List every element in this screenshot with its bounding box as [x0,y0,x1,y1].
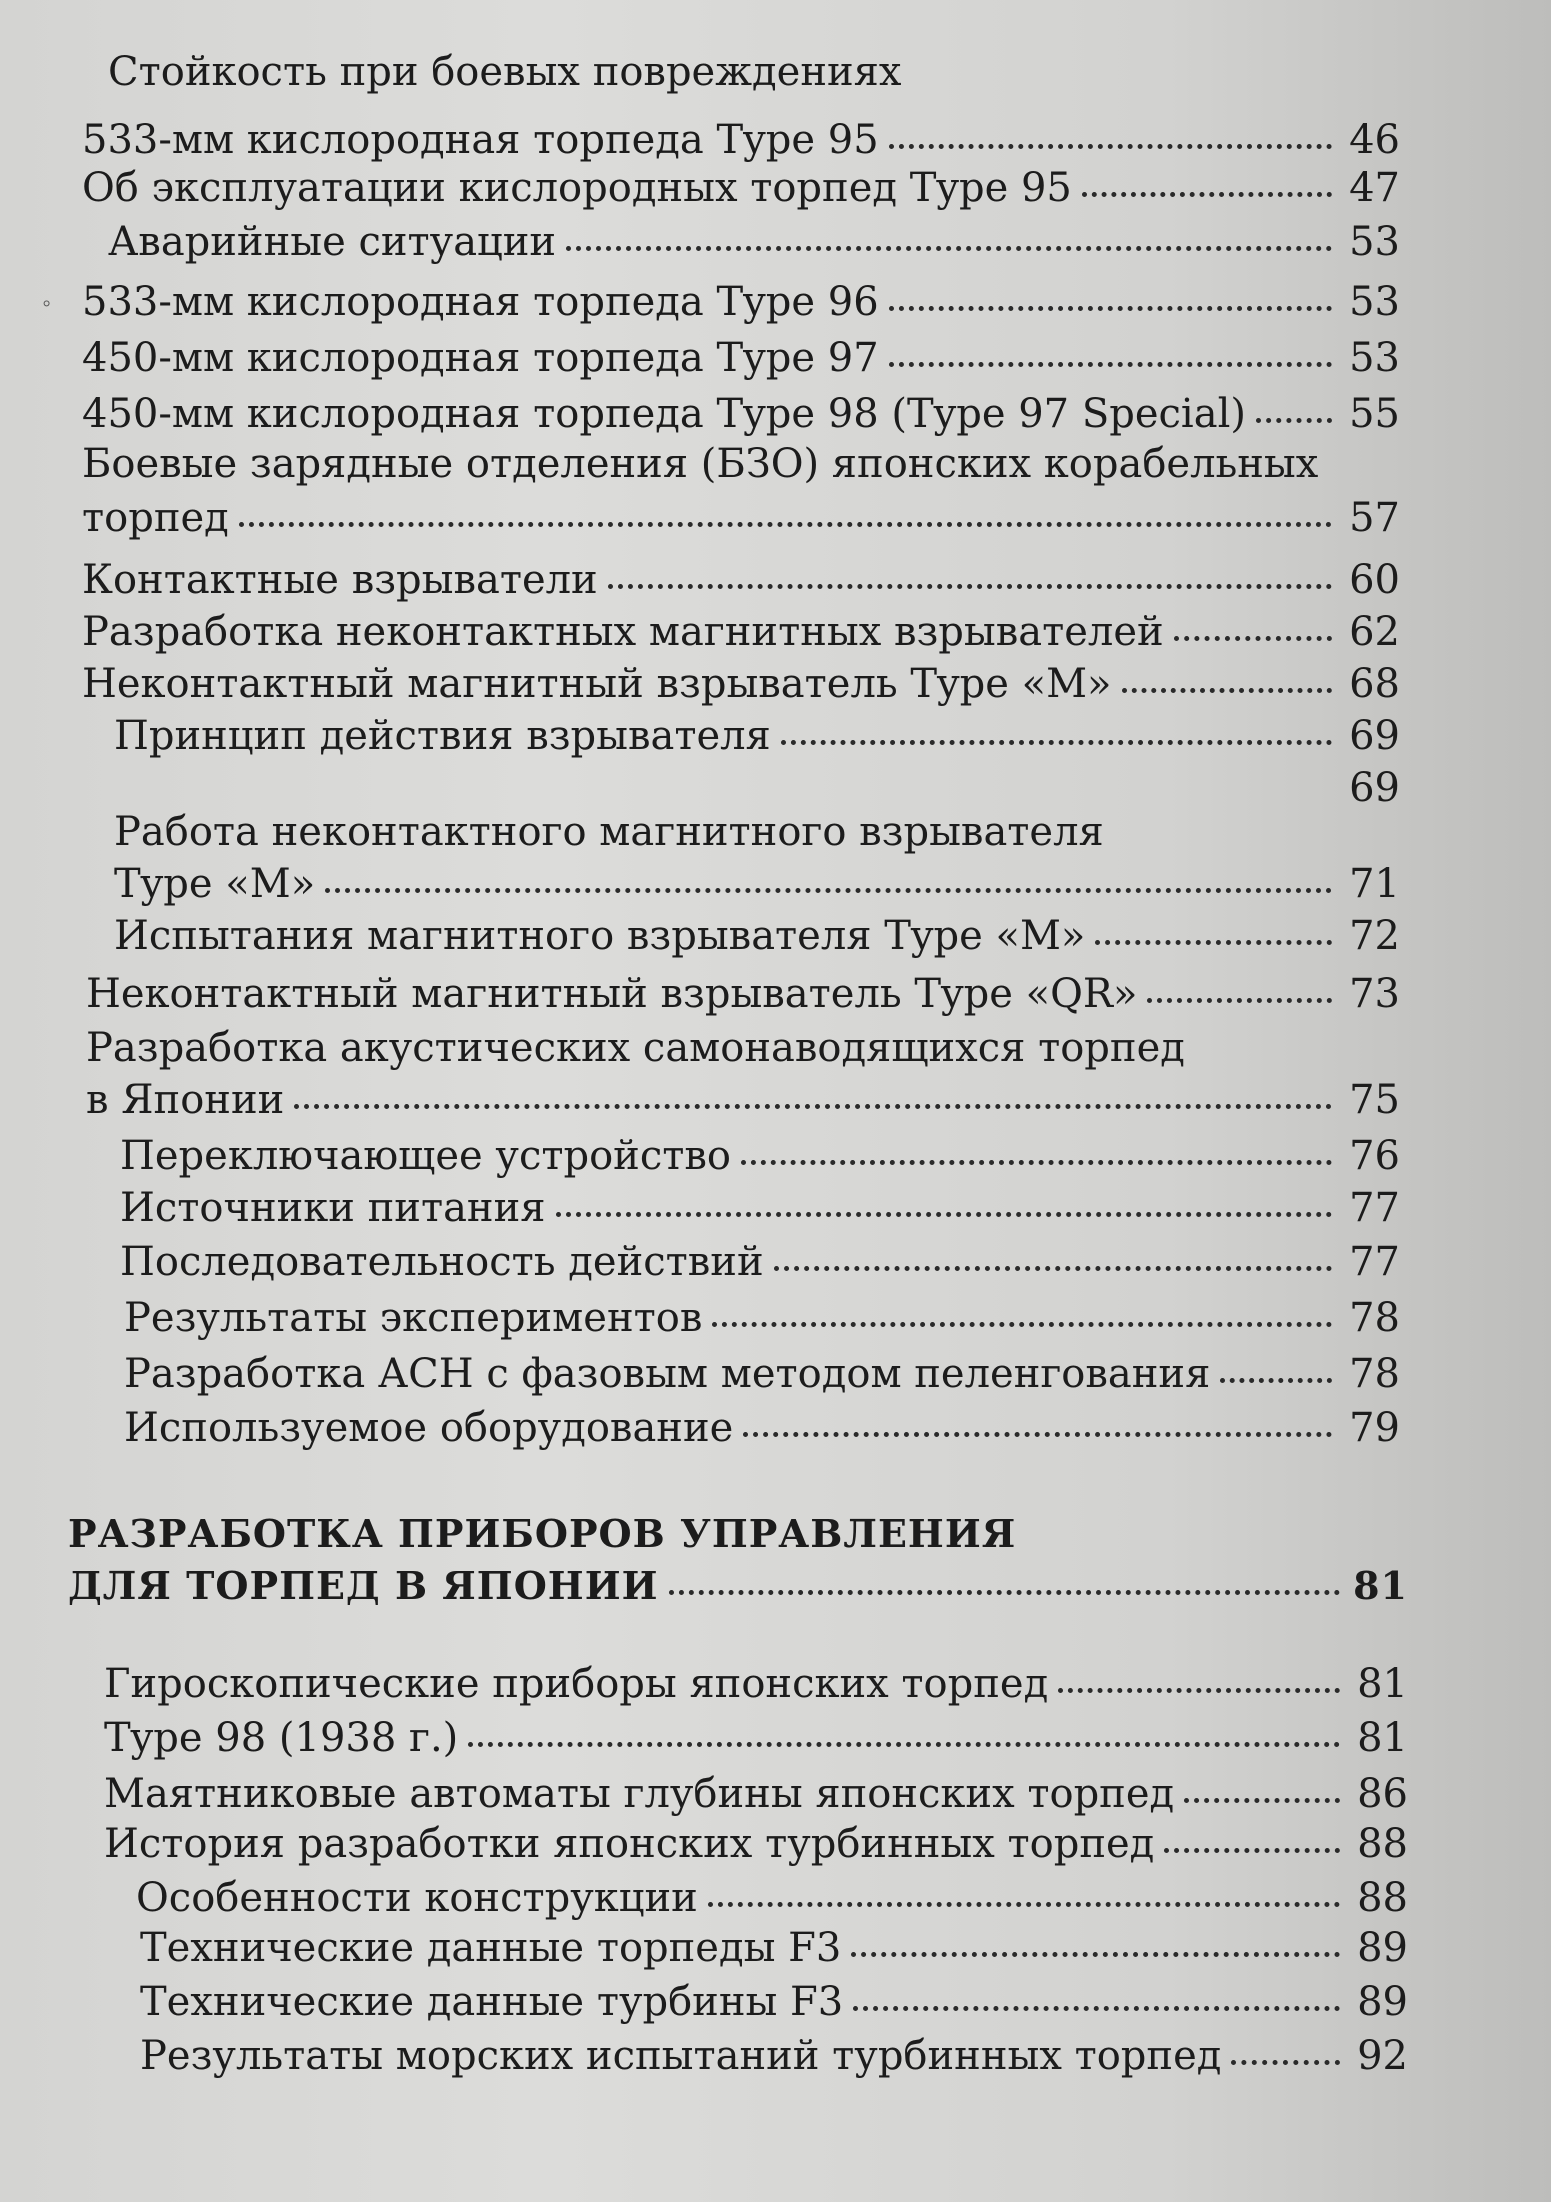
toc-page-number: 53 [1349,219,1400,265]
toc-entry-title: Результаты морских испытаний турбинных торпед [140,2033,1222,2079]
toc-entry [82,556,1400,604]
toc-entry-title: Технические данные турбины F3 [140,1979,844,2025]
toc-entry-title: Последовательность действий [120,1239,764,1285]
leader-dots [1058,1688,1340,1693]
leader-dots [1082,192,1332,197]
leader-dots [781,740,1332,745]
toc-entry [104,1820,1408,1868]
toc-page-number: 62 [1349,609,1400,655]
leader-dots [1231,2060,1340,2065]
toc-entry [82,278,1400,326]
toc-entry-title: Разработка неконтактных магнитных взрывателей [82,609,1164,655]
toc-entry [114,912,1400,960]
toc-entry [114,860,1400,908]
toc-entry [136,1874,1408,1922]
leader-dots [708,1902,1340,1907]
toc-entry-title: Технические данные торпеды F3 [140,1925,842,1971]
leader-dots [1220,1378,1332,1383]
toc-entry [1300,764,1400,812]
leader-dots [608,584,1332,589]
toc-entry [120,1184,1400,1232]
toc-page-number: 69 [1349,713,1400,759]
toc-entry-title: в Японии [86,1077,285,1123]
toc-page-number: 69 [1349,765,1400,811]
leader-dots [468,1742,1340,1747]
toc-entry-title: Результаты экспериментов [124,1295,703,1341]
toc-entry-title: Используемое оборудование [124,1405,734,1451]
toc-entry-title: 533-мм кислородная торпеда Type 96 [82,279,879,325]
toc-entry-title: Контактные взрыватели [82,557,598,603]
toc-entry-title: Переключающее устройство [120,1133,731,1179]
toc-page-number: 81 [1357,1715,1408,1761]
toc-entry [82,390,1400,438]
leader-dots [1174,636,1332,641]
toc-entry-title: 533-мм кислородная торпеда Type 95 [82,117,879,163]
leader-dots [712,1322,1332,1327]
toc-entry-title: Type 98 (1938 г.) [104,1715,459,1761]
toc-page-number: 72 [1349,913,1400,959]
leader-dots [556,1212,1333,1217]
toc-entry [124,1350,1400,1398]
toc-page-number: 60 [1349,557,1400,603]
leader-dots [853,2006,1340,2011]
toc-entry-title: Особенности конструкции [136,1875,698,1921]
margin-mark: ⸰ [42,294,52,313]
toc-entry-title: Стойкость при боевых повреждениях [108,49,902,95]
section-heading-entry [68,1562,1408,1610]
toc-page-number: 81 [1357,1661,1408,1707]
toc-entry [82,660,1400,708]
toc-entry [82,116,1400,164]
toc-entry-title: 450-мм кислородная торпеда Type 97 [82,335,879,381]
leader-dots [325,888,1332,893]
toc-entry [108,218,1400,266]
toc-entry-title: 450-мм кислородная торпеда Type 98 (Type 97 Special) [82,391,1246,437]
toc-entry [104,1770,1408,1818]
toc-entry [140,1978,1408,2026]
leader-dots [294,1104,1332,1109]
toc-entry-title: Работа неконтактного магнитного взрывателя [114,809,1104,855]
toc-page-number: 89 [1357,1979,1408,2025]
toc-entry [140,2032,1408,2080]
leader-dots [1184,1798,1340,1803]
toc-entry-title: Неконтактный магнитный взрыватель Type «М» [82,661,1112,707]
toc-page-number: 57 [1349,495,1400,541]
toc-entry [82,608,1400,656]
toc-page-number: 78 [1349,1295,1400,1341]
toc-page-number: 76 [1349,1133,1400,1179]
toc-page-number: 77 [1349,1239,1400,1285]
leader-dots [743,1432,1332,1437]
toc-page-number: 88 [1357,1821,1408,1867]
toc-page-number: 46 [1349,117,1400,163]
toc-entry [140,1924,1408,1972]
toc-page-number: 78 [1349,1351,1400,1397]
toc-entry [120,1238,1400,1286]
leader-dots [566,246,1332,251]
leader-dots [1095,940,1332,945]
toc-entry-title: Источники питания [120,1185,546,1231]
toc-entry-title: Аварийные ситуации [108,219,557,265]
section-heading: РАЗРАБОТКА ПРИБОРОВ УПРАВЛЕНИЯ [68,1511,1017,1556]
toc-entry [124,1294,1400,1342]
toc-page-number: 53 [1349,279,1400,325]
leader-dots [1256,418,1332,423]
toc-entry [114,712,1400,760]
toc-entry-title: Неконтактный магнитный взрыватель Type «QR» [86,971,1138,1017]
toc-entry-title: История разработки японских турбинных торпед [104,1821,1155,1867]
toc-page-number: 75 [1349,1077,1400,1123]
toc-page-number: 92 [1357,2033,1408,2079]
toc-entry [82,164,1400,212]
leader-dots [774,1266,1332,1271]
toc-entry [86,970,1400,1018]
toc-entry-title: Принцип действия взрывателя [114,713,771,759]
leader-dots [1147,998,1332,1003]
section-heading-title: ДЛЯ ТОРПЕД В ЯПОНИИ [68,1563,659,1608]
leader-dots [889,306,1332,311]
toc-entry-title: Испытания магнитного взрывателя Type «М» [114,913,1086,959]
toc-entry-title: Гироскопические приборы японских торпед [104,1661,1049,1707]
toc-entry-title: Разработка акустических самонаводящихся торпед [86,1025,1185,1071]
toc-entry-title: Разработка АСН с фазовым методом пеленгования [124,1351,1211,1397]
leader-dots [741,1160,1332,1165]
toc-entry-title: Об эксплуатации кислородных торпед Type 95 [82,165,1072,211]
toc-page-number: 73 [1349,971,1400,1017]
toc-page-number: 77 [1349,1185,1400,1231]
toc-page-number: 55 [1349,391,1400,437]
toc-page-number: 88 [1357,1875,1408,1921]
toc-page-number: 89 [1357,1925,1408,1971]
toc-entry [104,1714,1408,1762]
toc-page-number: 47 [1349,165,1400,211]
toc-page-number: 71 [1349,861,1400,907]
leader-dots [1164,1848,1340,1853]
toc-entry [86,1076,1400,1124]
leader-dots [1122,688,1332,693]
toc-entry-title: Боевые зарядные отделения (БЗО) японских корабельных [82,441,1319,487]
leader-dots [889,362,1332,367]
toc-entry [82,334,1400,382]
leader-dots [851,1952,1340,1957]
toc-page-number: 79 [1349,1405,1400,1451]
toc-entry-title: Type «М» [114,861,316,907]
toc-page-number: 86 [1357,1771,1408,1817]
leader-dots [669,1590,1340,1595]
toc-entry [120,1132,1400,1180]
toc-page-number: 68 [1349,661,1400,707]
toc-page-number: 53 [1349,335,1400,381]
toc-page-number: 81 [1353,1563,1408,1608]
toc-entry [82,494,1400,542]
leader-dots [239,522,1332,527]
toc-entry-title: Маятниковые автоматы глубины японских торпед [104,1771,1175,1817]
leader-dots [889,144,1332,149]
toc-entry [124,1404,1400,1452]
toc-entry-title: торпед [82,495,229,541]
toc-entry [104,1660,1408,1708]
